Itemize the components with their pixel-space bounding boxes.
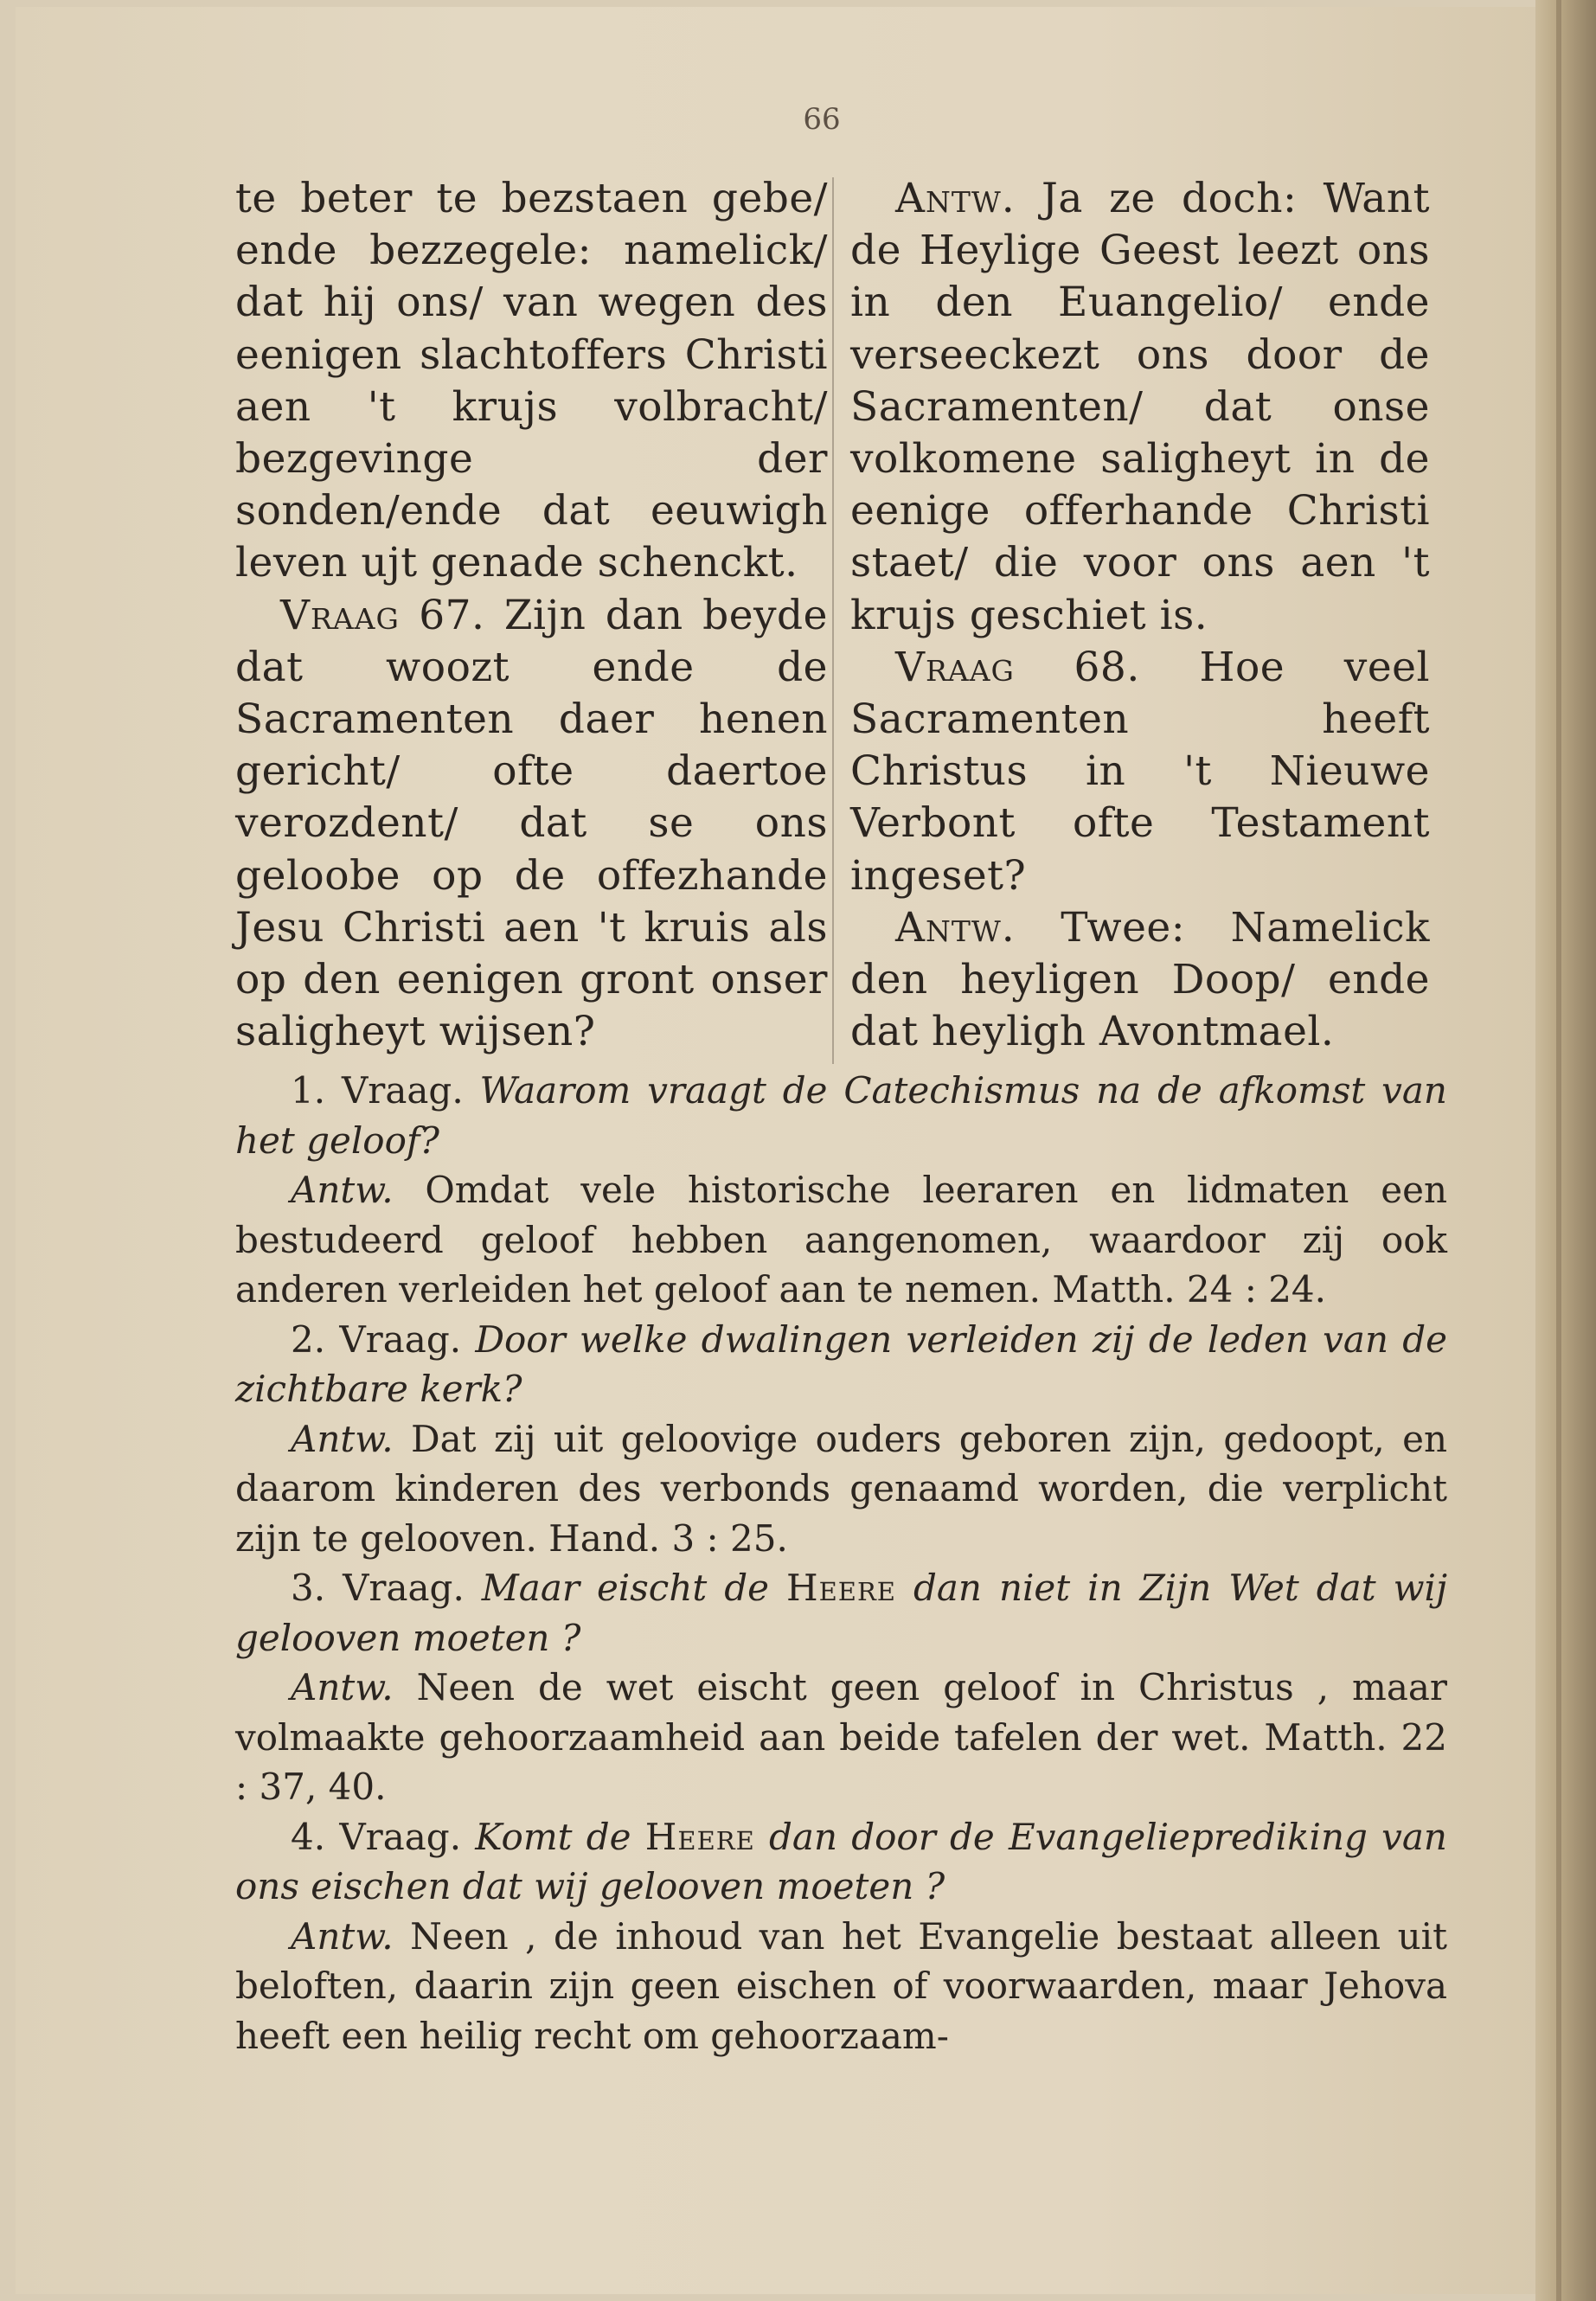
qa-3-answer [235, 1663, 1447, 1812]
page-binding [1535, 0, 1596, 2301]
question-68-text: Hoe veel Sacramenten heeft Christus in 't Nieuwe Verbont ofte Testament ingeset? [850, 643, 1430, 900]
qa-1-answer [235, 1165, 1447, 1315]
qa-1-answer-label: Antw. [291, 1169, 394, 1211]
qa-1-question-label: 1. Vraag. [291, 1069, 464, 1112]
answer-68 [850, 902, 1430, 1059]
qa-4-question-text-before: Komt de [475, 1815, 631, 1858]
qa-2-question-label: 2. Vraag. [291, 1317, 462, 1361]
question-68-number: 68. [1074, 643, 1140, 691]
page-number: 66 [803, 102, 841, 137]
qa-1-answer-text: Omdat vele historische leeraren en lidmaten een bestudeerd geloof hebben aangenomen, waardoor zij ook anderen verleiden het geloof aan te nemen. Matth. 24 : 24. [235, 1169, 1447, 1311]
qa-4-question-heere: Heere [644, 1815, 755, 1858]
answer-68-text: Twee: Namelick den heyligen Doop/ ende dat heyligh Avontmael. [850, 903, 1430, 1056]
qa-1-question [235, 1066, 1447, 1165]
column-divider [832, 177, 834, 1064]
qa-4-question [235, 1812, 1447, 1912]
qa-3-answer-text: Neen de wet eischt geen geloof in Christus , maar volmaakte gehoorzaamheid aan beide tafelen der wet. Matth. 22 : 37, 40. [235, 1666, 1447, 1808]
qa-3-question-text-after: dan niet in Zijn Wet dat wij gelooven moeten ? [235, 1567, 1447, 1659]
qa-3-question-heere: Heere [785, 1567, 896, 1609]
qa-4-question-label: 4. Vraag. [291, 1815, 462, 1858]
qa-1-question-text: Waarom vraagt de Catechismus na de afkomst van het geloof? [235, 1069, 1447, 1162]
qa-4-answer-label: Antw. [291, 1914, 394, 1958]
question-68-label: Vraag [895, 643, 1015, 691]
question-67-label: Vraag [280, 591, 400, 639]
answer-68-label: Antw. [895, 903, 1016, 952]
qa-4-answer [235, 1912, 1447, 2061]
qa-2-question [235, 1315, 1447, 1414]
qa-3-answer-label: Antw. [291, 1666, 394, 1708]
question-67 [235, 590, 828, 1059]
question-67-number: 67. [419, 591, 485, 639]
qa-2-question-text: Door welke dwalingen verleiden zij de leden van de zichtbare kerk? [235, 1317, 1447, 1410]
question-68 [850, 642, 1430, 902]
left-column [235, 173, 828, 1058]
qa-2-answer [235, 1414, 1447, 1564]
qa-3-question-text-before: Maar eischt de [481, 1567, 769, 1609]
answer-67-text: Ja ze doch: Want de Heylige Geest leezt ons in den Euangelio/ ende verseeckezt ons door de Sacramenten/ dat onse volkomene saligheyt in de eenige offerhande Christi staet/ die voor ons aen 't krujs geschiet is. [850, 175, 1430, 639]
commentary-body [235, 1066, 1447, 2061]
qa-4-answer-text: Neen , de inhoud van het Evangelie bestaat alleen uit beloften, daarin zijn geen eischen of voorwaarden, maar Jehova heeft een heilig recht om gehoorzaam- [235, 1914, 1447, 2057]
qa-2-answer-label: Antw. [291, 1417, 394, 1460]
answer-67 [850, 173, 1430, 642]
answer-67-label: Antw. [895, 175, 1016, 222]
question-67-text: Zijn dan beyde dat woozt ende de Sacramenten daer henen gericht/ ofte daertoe verozdent/ dat se ons geloobe op de offezhande Jesu Christi aen 't kruis als op den eenigen gront onser saligheyt wijsen? [235, 591, 828, 1056]
qa-2-answer-text: Dat zij uit geloovige ouders geboren zijn, gedoopt, en daarom kinderen des verbonds genaamd worden, die verplicht zijn te gelooven. Hand. 3 : 25. [235, 1417, 1447, 1560]
page-edge-shadow [1556, 0, 1561, 2301]
right-column [850, 173, 1430, 1058]
left-paragraph-continuation: te beter te bezstaen gebe/ ende bezzegele: namelick/ dat hij ons/ van wegen des eenigen slachtoffers Christi aen 't krujs volbracht/ bezgevinge der sonden/ende dat eeuwigh leven ujt genade schenckt. [235, 175, 828, 587]
qa-3-question [235, 1563, 1447, 1663]
qa-4-question-text-after: dan door de Evangelieprediking van ons eischen dat wij gelooven moeten ? [235, 1815, 1447, 1907]
qa-3-question-label: 3. Vraag. [291, 1567, 465, 1609]
